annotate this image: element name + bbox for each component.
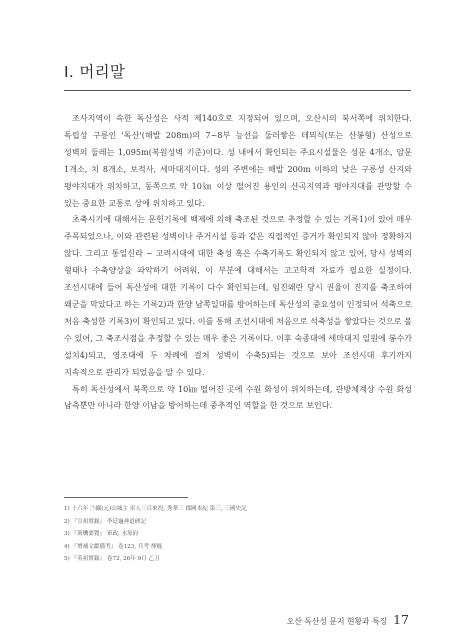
footnote-1: 1) 十六年 ㉠攝(元)山城主 率人三百來投, 秀華三 郡國本紀 第三, 三國史記 [64,506,247,512]
footnote-2: 2) 『宣祖實錄』 李廷龜神道碑記 [64,518,147,525]
footnote-5: 5) 『英祖實錄』 卷72, 26年 9月 乙丑 [64,556,160,563]
footnote-4: 4) 『增補文獻備考』 卷123, 兵考 烽燧 [64,543,163,550]
page-footer [287,612,409,627]
section-heading: Ⅰ. 머리말 [64,63,126,81]
page-number: 17 [393,612,409,627]
paragraph-3: 특히 독산성에서 북쪽으로 약 10㎞ 떨어진 곳에 수원 화성이 위치하는데, 관방체계상 수원 화성 남측뿐만 아니라 한양 이남을 방어하는데 중추적인 역할을 한 것으로 보인다. [64,383,412,411]
heading-divider [64,90,411,91]
body-text [64,110,412,414]
paragraph-1: 조사지역이 속한 독산성은 사적 제140호로 지정되어 있으며, 오산시의 북서쪽에 위치한다. 독립성 구릉인 '독산'(해발 208m)의 7~8부 능선을 둘러쌓은 테뫼식(또는 산봉형) 산성으로 성벽의 둘레는 1,095m(복원성벽 기준)이다. 성 내에서 확인되는 주요시설물은 성문 4개소, 암문 1개소, 치 8개소, 보적사, 세마대지이다. 성의 주변에는 해발 200m 이하의 낮은 구릉성 산지와 평야지대가 위치하고, 동쪽으로 약 10㎞ 이상 떨어진 용인의 산곡지역과 평야지대를 관망할 수 있는 중요한 교통로 상에 위치하고 있다. [64,113,412,208]
footnote-3: 3) 『萬機要覽』 軍政, 水原府 [64,531,139,538]
running-footer-title: 오산 독산성 문지 현황과 특징 [286,617,388,626]
footnote-divider [64,497,188,498]
paragraph-2: 초축시기에 대해서는 문헌기록에 백제에 의해 축조된 것으로 추정할 수 있는 기록1)이 있어 매우 주목되었으나, 이와 관련된 성벽이나 주거시설 등과 같은 직접적인 증거가 확인되지 않아 정확하지 않다. 그리고 통일신라 ~ 고려시대에 대한 축성 혹은 수축기록도 확인되지 않고 있어, 당시 성벽의 형태나 수축양상을 파악하기 어려워, 이 부분에 대해서는 고고학적 자료가 필요한 실정이다. 조선시대에 들어 독산성에 대한 기록이 다수 확인되는데, 임진왜란 당시 권율이 진지를 축조하여 왜군을 막았다고 하는 기록2)과 한양 남쪽일대를 방어하는데 독산성의 중요성이 인정되어 석축으로 처음 축성한 기록3)이 확인되고 있다. 이를 통해 조선시대에 처음으로 석축성을 쌓았다는 것으로 볼 수 있어, 그 축조시점을 추정할 수 있는 매우 좋은 기록이다. 이후 숙종대에 세마대지 일원에 봉수가 설치4)되고, 영조대에 두 차례에 걸쳐 성벽이 수축5)되는 것으로 보아 조선시대 후기까지 지속적으로 관리가 되었음을 알 수 있다. [64,214,412,377]
footnotes [64,503,404,566]
